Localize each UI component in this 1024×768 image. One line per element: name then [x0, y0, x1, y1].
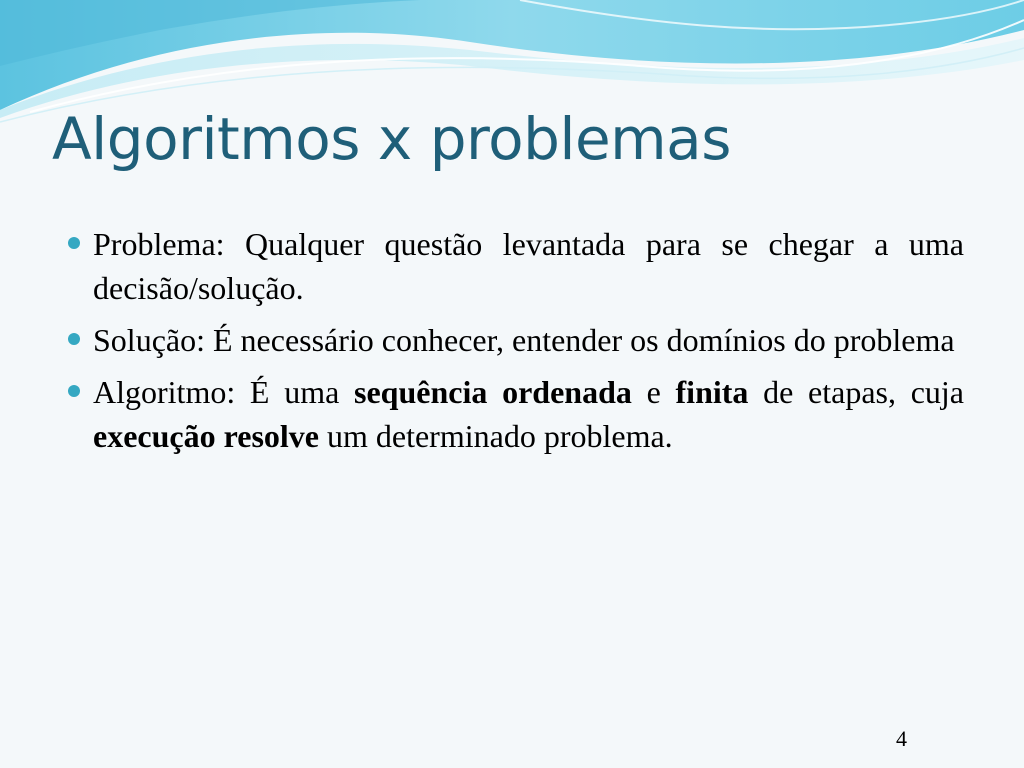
bullet-item-solucao	[62, 318, 964, 362]
bold-term-execucao-resolve: execução resolve	[93, 418, 319, 454]
page-number: 4	[896, 726, 907, 751]
bullet-item-algoritmo	[62, 370, 964, 458]
bullet-dot-icon	[68, 385, 80, 397]
bullet-text-segment: de etapas, cuja	[748, 374, 965, 410]
bullet-text-segment: um determinado problema.	[318, 418, 673, 454]
bullet-item-problema	[62, 222, 964, 310]
bullet-list	[62, 222, 964, 466]
bold-term-finita: finita	[675, 374, 749, 410]
bold-term-sequencia-ordenada: sequência ordenada	[354, 374, 632, 410]
bullet-dot-icon	[68, 333, 80, 345]
bullet-text: Problema: Qualquer questão levantada para se chegar a uma decisão/solução.	[93, 226, 964, 306]
bullet-text-segment: Algoritmo: É uma	[93, 374, 355, 410]
bullet-dot-icon	[68, 237, 80, 249]
slide-title: Algoritmos x problemas	[52, 105, 731, 173]
bullet-text: Solução: É necessário conhecer, entender os domínios do problema	[93, 322, 955, 358]
bullet-text-segment: e	[631, 374, 676, 410]
